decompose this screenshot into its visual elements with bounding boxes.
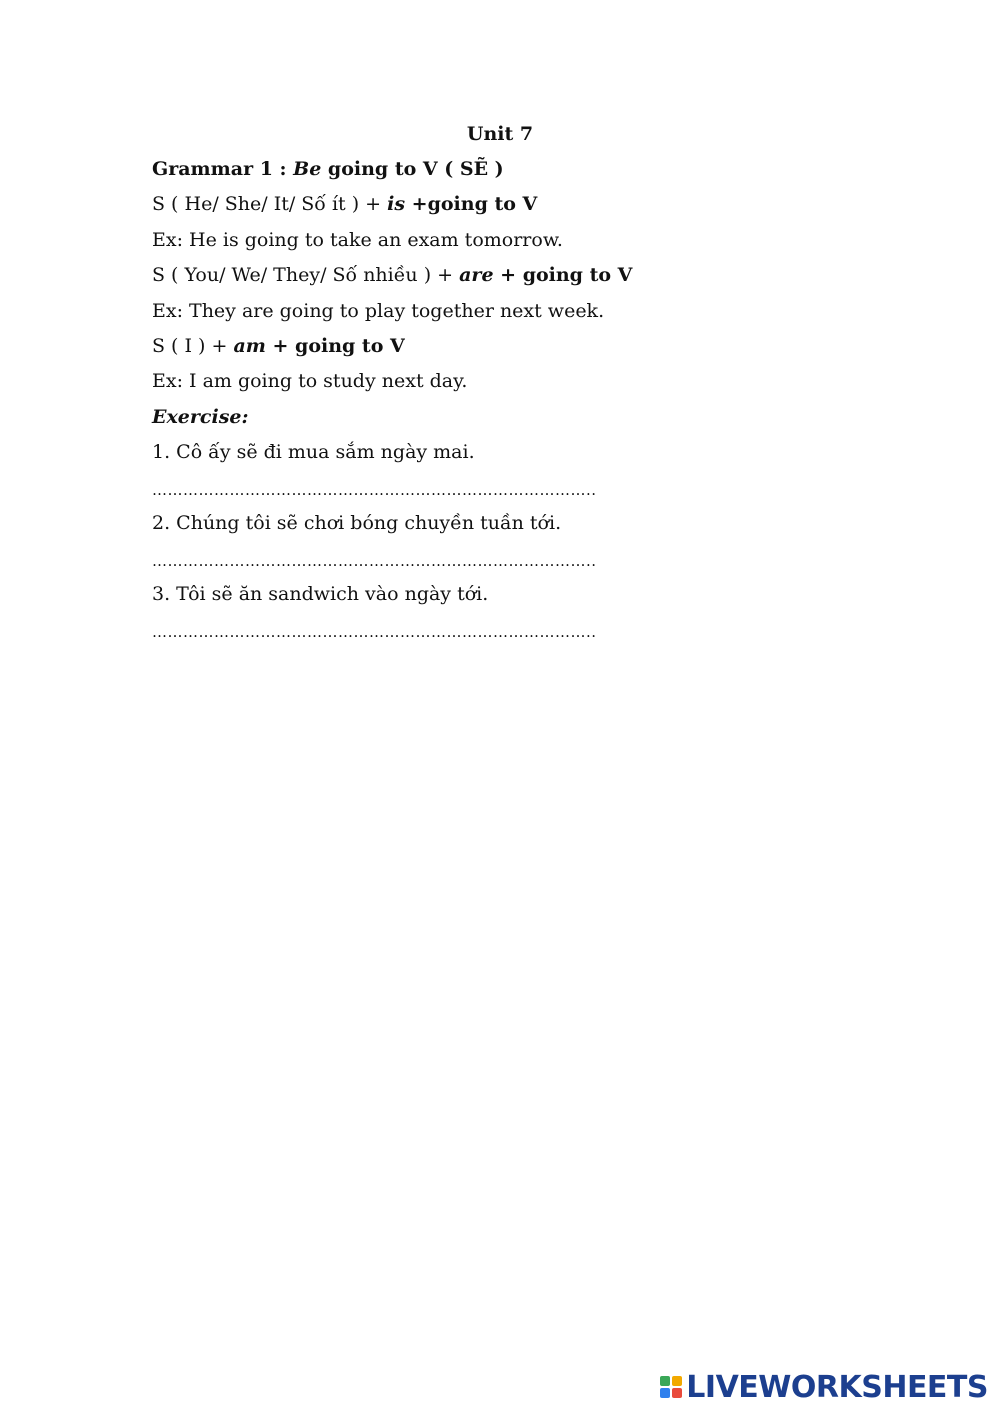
rule-subject: S ( You/ We/ They/ Số nhiều ) + (152, 264, 460, 286)
rule-first-person (152, 334, 405, 358)
grammar-heading (152, 157, 504, 181)
rule-plural (152, 263, 632, 287)
exercise-prompt-3: 3. Tôi sẽ ăn sandwich vào ngày tới. (152, 583, 489, 605)
liveworksheets-logo (660, 1369, 988, 1405)
logo-square-yellow (672, 1376, 682, 1386)
grammar-heading-suffix: going to V ( SẼ ) (321, 158, 504, 180)
exercise-prompt-2: 2. Chúng tôi sẽ chơi bóng chuyền tuần tới. (152, 512, 562, 534)
example-first-person: Ex: I am going to study next day. (152, 370, 468, 392)
rule-rest: + going to V (265, 335, 405, 357)
rule-singular (152, 192, 537, 216)
example-plural: Ex: They are going to play together next week. (152, 300, 605, 322)
answer-field-2[interactable]: ………………………………………………………………………….. (152, 552, 597, 570)
answer-field-3[interactable]: ………………………………………………………………………….. (152, 623, 597, 641)
grammar-heading-be: Be (293, 158, 322, 180)
rule-subject: S ( He/ She/ It/ Số ít ) + (152, 193, 388, 215)
grammar-heading-prefix: Grammar 1 : (152, 158, 294, 180)
rule-rest: + going to V (493, 264, 633, 286)
logo-square-green (660, 1376, 670, 1386)
rule-subject: S ( I ) + (152, 335, 234, 357)
rule-verb: are (459, 264, 494, 286)
liveworksheets-logo-text: LIVEWORKSHEETS (686, 1369, 988, 1405)
unit-title: Unit 7 (466, 123, 534, 145)
rule-verb: is (387, 193, 406, 215)
liveworksheets-logo-icon (660, 1376, 682, 1398)
example-singular: Ex: He is going to take an exam tomorrow. (152, 229, 563, 251)
rule-rest: +going to V (405, 193, 538, 215)
logo-square-blue (660, 1388, 670, 1398)
exercise-prompt-1: 1. Cô ấy sẽ đi mua sắm ngày mai. (152, 441, 475, 463)
rule-verb: am (233, 335, 266, 357)
answer-field-1[interactable]: ………………………………………………………………………….. (152, 481, 597, 499)
exercise-heading: Exercise: (152, 406, 249, 428)
logo-square-red (672, 1388, 682, 1398)
